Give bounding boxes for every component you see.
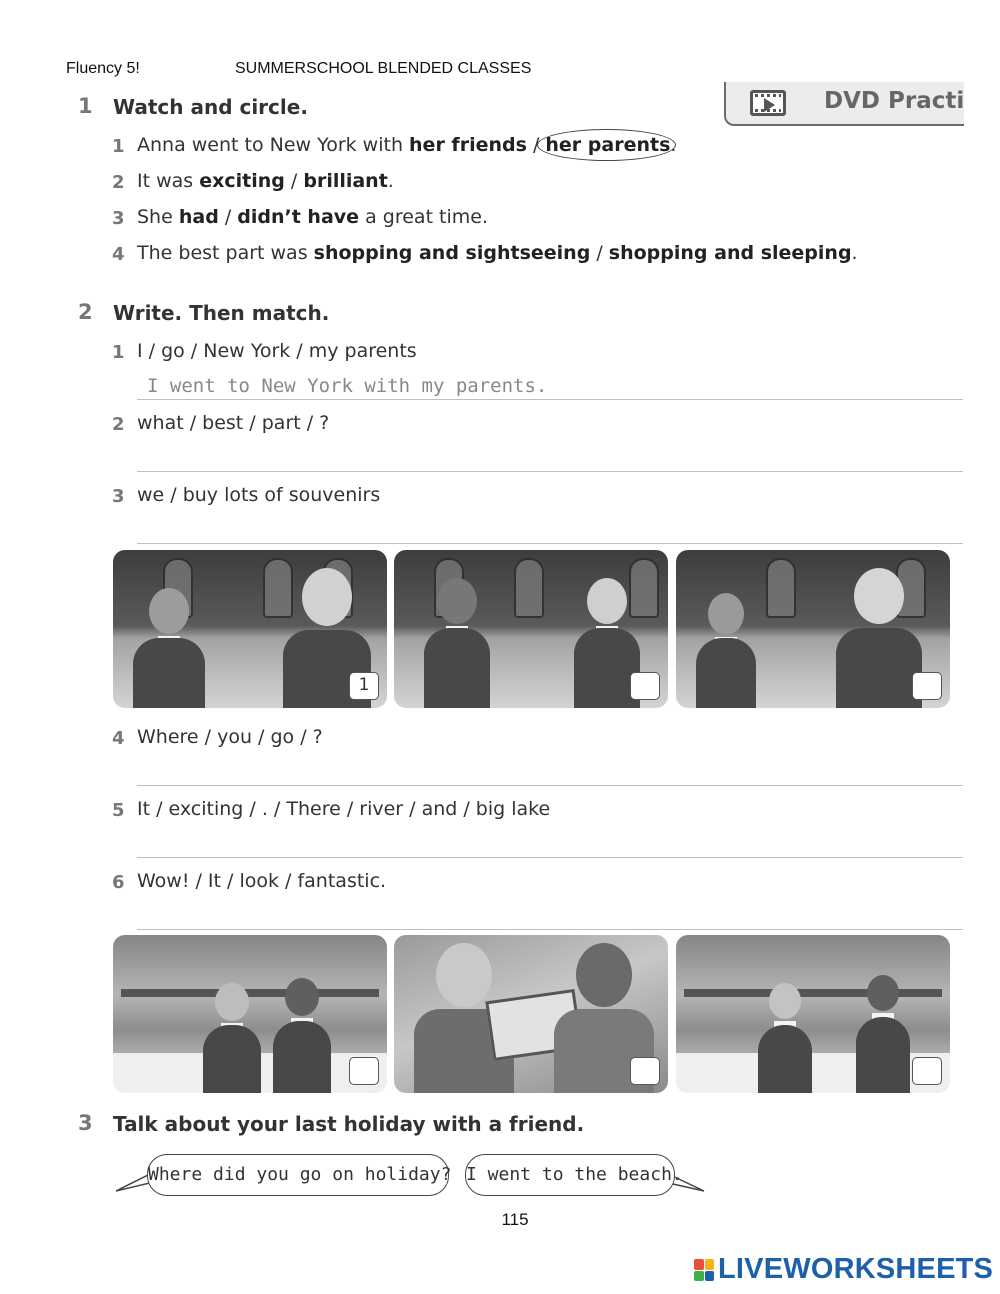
s2-item-4-number: 4 xyxy=(112,728,125,749)
s1-item-4-number: 4 xyxy=(112,244,125,265)
girl-figure xyxy=(696,593,756,708)
s1-item-2 xyxy=(137,170,394,192)
speech-bubble-right: I went to the beach. xyxy=(465,1154,675,1196)
girl-figure xyxy=(836,568,922,708)
s2-item-1-answer[interactable]: I went to New York with my parents. xyxy=(147,375,548,397)
s1-item-4-suffix: . xyxy=(851,242,858,264)
brand-name: LIVEWORKSHEETS xyxy=(718,1253,994,1285)
s1-item-2-option-b[interactable]: brilliant xyxy=(303,170,388,192)
page-number: 115 xyxy=(501,1210,529,1229)
s2-item-6-number: 6 xyxy=(112,872,125,893)
s2-item-2-prompt: what / best / part / ? xyxy=(137,412,330,434)
girl-figure xyxy=(133,588,205,708)
s2-item-2-answer-line xyxy=(137,471,963,472)
match-box[interactable] xyxy=(349,1057,379,1085)
s1-item-1-suffix: . xyxy=(670,134,677,156)
speech-bubble-left: Where did you go on holiday? xyxy=(147,1154,449,1196)
s2-item-4-answer-line xyxy=(137,785,963,786)
s1-item-3-prefix: She xyxy=(137,206,179,228)
photo-2-2 xyxy=(394,935,668,1093)
s2-item-5-prompt: It / exciting / . / There / river / and / big lake xyxy=(137,798,551,820)
dvd-practice-label: DVD Practi xyxy=(824,88,964,114)
photo-2-1 xyxy=(113,935,387,1093)
photo-1-1 xyxy=(113,550,387,708)
s1-item-3-option-b[interactable]: didn’t have xyxy=(237,206,360,228)
s1-item-4-prefix: The best part was xyxy=(137,242,314,264)
s1-item-4-option-a[interactable]: shopping and sightseeing xyxy=(313,242,591,264)
s1-item-3 xyxy=(137,206,488,228)
s1-item-3-separator: / xyxy=(218,206,238,228)
s1-item-2-option-a[interactable]: exciting xyxy=(199,170,285,192)
s1-item-1-option-b-circled[interactable] xyxy=(545,134,670,156)
s2-item-4-prompt: Where / you / go / ? xyxy=(137,726,323,748)
s1-item-2-suffix: . xyxy=(387,170,394,192)
s2-item-6-answer-line xyxy=(137,929,963,930)
match-box[interactable] xyxy=(630,672,660,700)
s1-item-2-separator: / xyxy=(284,170,304,192)
s1-item-3-suffix: a great time. xyxy=(359,206,489,228)
s1-item-1-option-a[interactable]: her friends xyxy=(409,134,527,156)
s2-item-3-prompt: we / buy lots of souvenirs xyxy=(137,484,381,506)
s1-item-2-prefix: It was xyxy=(137,170,200,192)
s2-item-1-number: 1 xyxy=(112,342,125,363)
section-3-title: Talk about your last holiday with a friend. xyxy=(113,1112,585,1136)
s1-item-1 xyxy=(137,134,676,156)
s2-item-2-number: 2 xyxy=(112,414,125,435)
s1-item-1-option-b[interactable]: her parents xyxy=(545,134,671,156)
s1-item-1-prefix: Anna went to New York with xyxy=(137,134,410,156)
boy-figure xyxy=(758,983,812,1093)
dvd-practice-tab xyxy=(724,82,964,126)
circle-mark xyxy=(537,129,676,161)
s2-item-1-answer-line xyxy=(137,399,963,400)
boy-figure xyxy=(856,975,910,1093)
boy-figure xyxy=(203,983,261,1093)
video-icon xyxy=(750,90,786,116)
play-icon xyxy=(764,98,775,112)
s1-item-2-number: 2 xyxy=(112,172,125,193)
section-2-title: Write. Then match. xyxy=(113,301,330,325)
match-box[interactable] xyxy=(912,672,942,700)
s2-item-5-answer-line xyxy=(137,857,963,858)
s2-item-3-number: 3 xyxy=(112,486,125,507)
photo-1-3 xyxy=(676,550,950,708)
s1-item-4-separator: / xyxy=(590,242,609,264)
s2-item-1-prompt: I / go / New York / my parents xyxy=(137,340,417,362)
s1-item-3-option-a[interactable]: had xyxy=(178,206,219,228)
s1-item-4-option-b[interactable]: shopping and sleeping xyxy=(608,242,852,264)
boy-figure xyxy=(273,978,331,1093)
s2-item-6-prompt: Wow! / It / look / fantastic. xyxy=(137,870,387,892)
match-box[interactable]: 1 xyxy=(349,672,379,700)
section-3-number: 3 xyxy=(78,1111,93,1135)
section-2-number: 2 xyxy=(78,300,93,324)
course-title: Fluency 5! xyxy=(66,60,140,77)
match-box[interactable] xyxy=(912,1057,942,1085)
s1-item-3-number: 3 xyxy=(112,208,125,229)
s1-item-1-number: 1 xyxy=(112,136,125,157)
s1-item-4 xyxy=(137,242,858,264)
s2-item-3-answer-line xyxy=(137,543,963,544)
program-title: SUMMERSCHOOL BLENDED CLASSES xyxy=(235,60,532,77)
section-1-title: Watch and circle. xyxy=(113,95,308,119)
liveworksheets-logo-icon xyxy=(694,1259,714,1281)
girl-figure xyxy=(424,578,490,708)
photo-2-3 xyxy=(676,935,950,1093)
s1-item-1-separator: / xyxy=(526,134,546,156)
match-box[interactable] xyxy=(630,1057,660,1085)
section-1-number: 1 xyxy=(78,94,93,118)
s2-item-5-number: 5 xyxy=(112,800,125,821)
photo-1-2 xyxy=(394,550,668,708)
